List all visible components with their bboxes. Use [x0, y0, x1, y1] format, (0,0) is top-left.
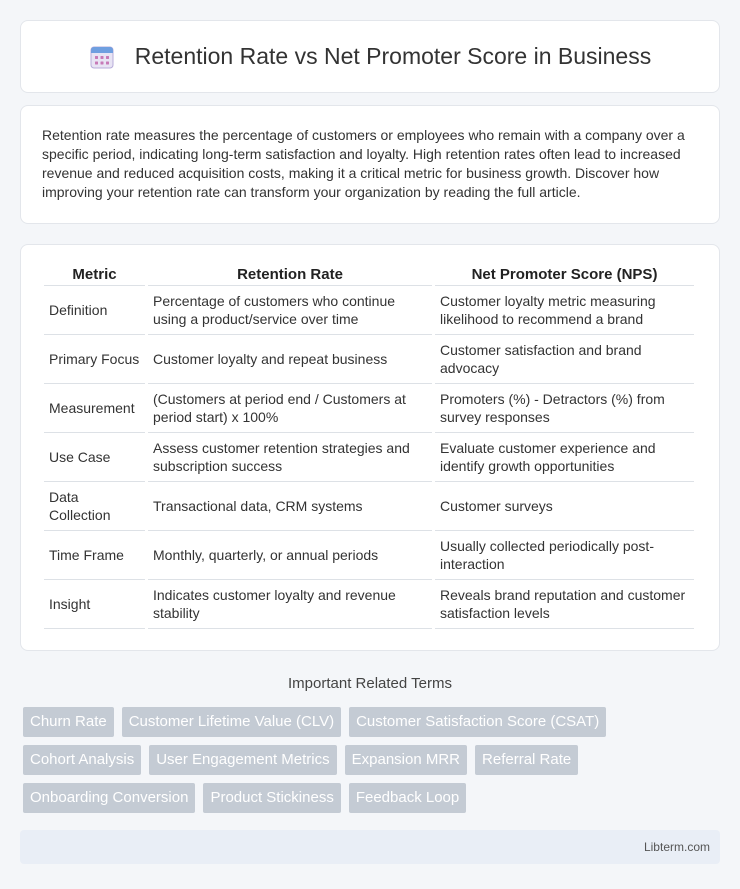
table-row: [44, 384, 694, 433]
tag-churn-rate[interactable]: Churn Rate: [23, 707, 114, 737]
table-row: [44, 433, 694, 482]
row-nps: Reveals brand reputation and customer satisfaction levels: [435, 580, 694, 629]
row-metric: Time Frame: [44, 531, 145, 580]
header-nps: Net Promoter Score (NPS): [435, 264, 694, 286]
row-nps: Customer loyalty metric measuring likelihood to recommend a brand: [435, 286, 694, 335]
row-nps: Customer satisfaction and brand advocacy: [435, 335, 694, 384]
related-terms-list: [20, 707, 720, 813]
tag-cohort-analysis[interactable]: Cohort Analysis: [23, 745, 141, 775]
row-metric: Definition: [44, 286, 145, 335]
calendar-icon: [89, 44, 115, 70]
header-retention-rate: Retention Rate: [148, 264, 432, 286]
table-row: [44, 580, 694, 629]
intro-paragraph: Retention rate measures the percentage of customers or employees who remain with a company over a specific period, indicating long-term satisfaction and loyalty. High retention rates often lead to increased revenue and reduced acquisition costs, making it a critical metric for business growth. Discover how improving your retention rate can transform your organization by reading the full article.: [20, 105, 720, 224]
row-metric: Insight: [44, 580, 145, 629]
tag-product-stickiness[interactable]: Product Stickiness: [203, 783, 340, 813]
page-title: Retention Rate vs Net Promoter Score in Business: [134, 43, 652, 69]
row-retention-rate: Transactional data, CRM systems: [148, 482, 432, 531]
row-retention-rate: (Customers at period end / Customers at period start) x 100%: [148, 384, 432, 433]
row-nps: Customer surveys: [435, 482, 694, 531]
row-metric: Primary Focus: [44, 335, 145, 384]
comparison-table-card: [20, 244, 720, 651]
row-nps: Evaluate customer experience and identify growth opportunities: [435, 433, 694, 482]
row-retention-rate: Indicates customer loyalty and revenue stability: [148, 580, 432, 629]
related-terms-title: Important Related Terms: [288, 675, 452, 692]
table-header-row: [44, 264, 694, 286]
row-metric: Use Case: [44, 433, 145, 482]
comparison-table: [41, 264, 697, 629]
row-retention-rate: Percentage of customers who continue using a product/service over time: [148, 286, 432, 335]
tag-feedback-loop[interactable]: Feedback Loop: [349, 783, 466, 813]
row-retention-rate: Assess customer retention strategies and subscription success: [148, 433, 432, 482]
row-nps: Promoters (%) - Detractors (%) from survey responses: [435, 384, 694, 433]
tag-customer-satisfaction-score[interactable]: Customer Satisfaction Score (CSAT): [349, 707, 606, 737]
table-row: [44, 286, 694, 335]
tag-expansion-mrr[interactable]: Expansion MRR: [345, 745, 467, 775]
row-retention-rate: Monthly, quarterly, or annual periods: [148, 531, 432, 580]
tag-onboarding-conversion[interactable]: Onboarding Conversion: [23, 783, 195, 813]
tag-referral-rate[interactable]: Referral Rate: [475, 745, 578, 775]
table-row: [44, 482, 694, 531]
header-metric: Metric: [44, 264, 145, 286]
row-metric: Measurement: [44, 384, 145, 433]
table-row: [44, 531, 694, 580]
row-retention-rate: Customer loyalty and repeat business: [148, 335, 432, 384]
page-footer: [20, 830, 720, 864]
footer-brand-link[interactable]: Libterm.com: [643, 840, 710, 854]
tag-user-engagement-metrics[interactable]: User Engagement Metrics: [149, 745, 336, 775]
row-nps: Usually collected periodically post-interaction: [435, 531, 694, 580]
row-metric: Data Collection: [44, 482, 145, 531]
table-row: [44, 335, 694, 384]
page-header: [20, 20, 720, 93]
tag-customer-lifetime-value[interactable]: Customer Lifetime Value (CLV): [122, 707, 341, 737]
